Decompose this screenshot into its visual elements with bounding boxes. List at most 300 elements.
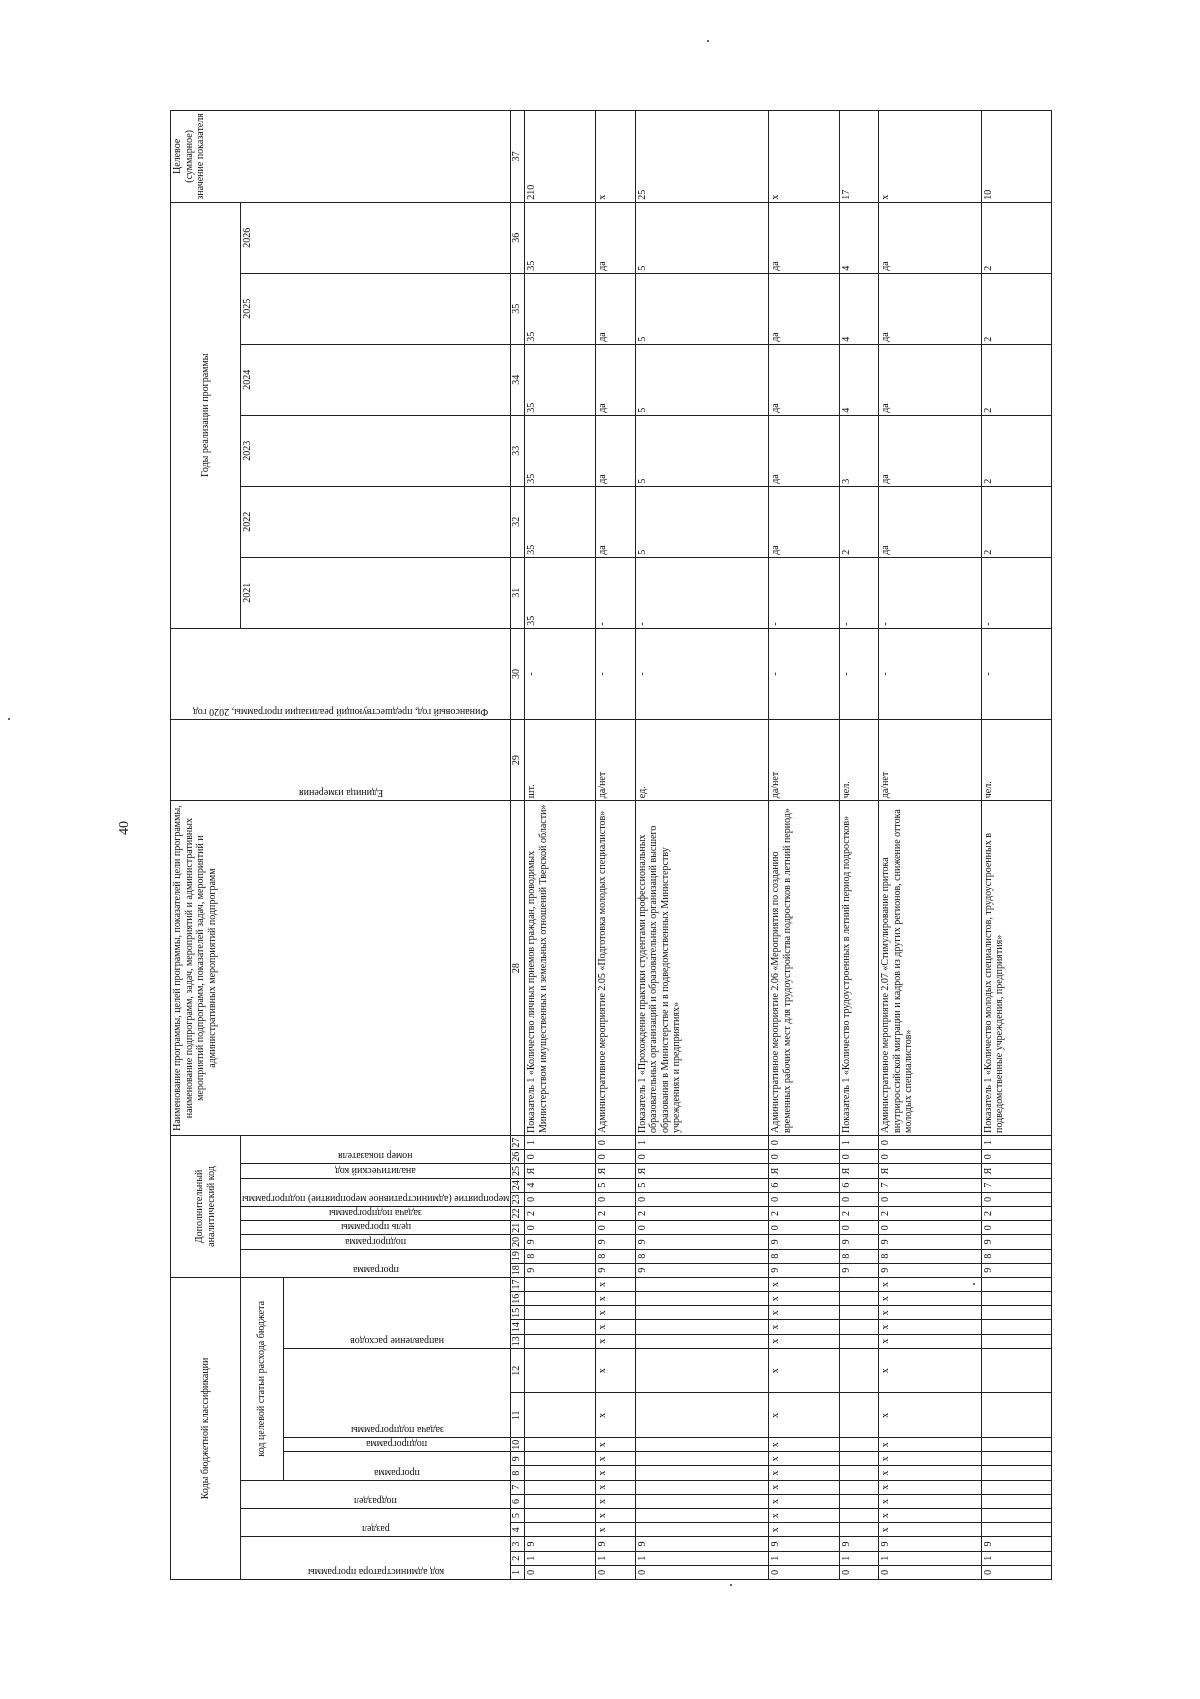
budget-code-cell <box>525 1320 596 1334</box>
add-code-cell: 2 <box>635 1206 768 1220</box>
budget-code-cell: x <box>769 1438 840 1452</box>
year-value: 5 <box>635 415 768 486</box>
add-code-cell: 0 <box>981 1150 1052 1164</box>
year-2026: 2026 <box>241 202 511 273</box>
budget-code-cell: x <box>596 1466 635 1480</box>
budget-code-cell: x <box>879 1306 981 1320</box>
add-code-cell: 9 <box>879 1263 981 1277</box>
add-code-cell: 1 <box>839 1135 878 1149</box>
add-code-cell: 9 <box>525 1235 596 1249</box>
budget-code-cell <box>635 1494 768 1508</box>
add-code-cell: 0 <box>839 1150 878 1164</box>
column-number: 21 <box>511 1221 525 1235</box>
column-number: 1 <box>511 1565 525 1579</box>
budget-code-cell <box>635 1466 768 1480</box>
add-code-cell: 0 <box>769 1135 840 1149</box>
unit-cell: шт. <box>525 720 596 801</box>
budget-code-cell: x <box>769 1494 840 1508</box>
add-code-cell: 9 <box>981 1235 1052 1249</box>
subprogram-task-header: задача подпрограммы <box>283 1348 511 1437</box>
year-value: 35 <box>525 557 596 628</box>
budget-code-cell <box>839 1320 878 1334</box>
budget-code-cell <box>981 1494 1052 1508</box>
budget-code-cell: x <box>769 1306 840 1320</box>
budget-code-cell: x <box>879 1393 981 1438</box>
table-row <box>769 111 840 1580</box>
year-2022: 2022 <box>241 486 511 557</box>
add-code-cell: 0 <box>635 1150 768 1164</box>
budget-code-cell <box>839 1292 878 1306</box>
column-numbers-row <box>511 111 525 1580</box>
budget-code-cell <box>525 1523 596 1537</box>
budget-code-cell: x <box>596 1523 635 1537</box>
indicator-table <box>170 110 1052 1580</box>
razdel-header: раздел <box>241 1509 511 1537</box>
add-code-cell: 0 <box>879 1221 981 1235</box>
indicator-number-header: номер показателя <box>241 1135 511 1163</box>
add-code-cell: 0 <box>596 1192 635 1206</box>
year-value: да <box>879 486 981 557</box>
budget-code-cell: x <box>879 1509 981 1523</box>
budget-code-cell: x <box>596 1334 635 1348</box>
column-number: 36 <box>511 202 525 273</box>
add-code-cell: 0 <box>981 1221 1052 1235</box>
add-code-cell: 9 <box>635 1263 768 1277</box>
admin-code-cell: 1 <box>839 1551 878 1565</box>
table-row <box>525 111 596 1580</box>
add-code-cell: 6 <box>769 1178 840 1192</box>
budget-code-cell: x <box>769 1509 840 1523</box>
year-value: да <box>769 202 840 273</box>
budget-code-cell <box>525 1494 596 1508</box>
indicator-name: Показатель 1 «Количество трудоустроенных в летний период подростков» <box>839 801 878 1136</box>
column-number: 26 <box>511 1150 525 1164</box>
budget-code-cell: x <box>879 1348 981 1393</box>
year-value: 35 <box>525 415 596 486</box>
budget-code-cell <box>635 1348 768 1393</box>
budget-code-cell <box>981 1509 1052 1523</box>
column-number: 31 <box>511 557 525 628</box>
year-value: 4 <box>839 344 878 415</box>
add-code-cell: 2 <box>525 1206 596 1220</box>
scan-speck <box>730 1584 732 1586</box>
indicator-name: Показатель 1 «Количество молодых специалистов, трудоустроенных в подведомственные учреждения, предприятия» <box>981 801 1052 1136</box>
admin-code-cell: 9 <box>635 1537 768 1551</box>
column-number: 3 <box>511 1537 525 1551</box>
column-number: 17 <box>511 1277 525 1291</box>
column-number: 30 <box>511 628 525 719</box>
budget-code-cell <box>635 1306 768 1320</box>
year-value: - <box>839 557 878 628</box>
add-code-cell: 9 <box>981 1263 1052 1277</box>
budget-code-cell <box>635 1523 768 1537</box>
column-number: 10 <box>511 1438 525 1452</box>
admin-code-cell: 0 <box>769 1565 840 1579</box>
indicator-table-container <box>170 110 1006 1580</box>
add-subprogram-header: подпрограмма <box>241 1235 511 1249</box>
fin-year-cell: - <box>596 628 635 719</box>
table-row <box>635 111 768 1580</box>
year-value: да <box>769 415 840 486</box>
add-code-cell: Я <box>635 1164 768 1178</box>
indicator-name: Административное мероприятие 2.06 «Мероприятия по созданию временных рабочих мест для трудоустройства подростков в летний период» <box>769 801 840 1136</box>
year-value: да <box>596 415 635 486</box>
page-number: 40 <box>117 821 132 835</box>
unit-cell: ед. <box>635 720 768 801</box>
admin-code-cell: 0 <box>839 1565 878 1579</box>
target-header: Целевое (суммарное) значение показателя <box>171 111 511 203</box>
column-number: 15 <box>511 1306 525 1320</box>
name-header: Наименование программы, целей программы, показателей цели программы, наименование подпрограмм, задач, мероприятий и административных мероприятий подпрограмм, показателей задач, мероприятий и административных мероприятий подпрограмм <box>171 801 511 1136</box>
budget-code-cell <box>635 1509 768 1523</box>
budget-code-cell <box>981 1480 1052 1494</box>
add-code-cell: 9 <box>839 1235 878 1249</box>
budget-code-cell: x <box>769 1393 840 1438</box>
budget-code-cell <box>635 1480 768 1494</box>
fin-year-header: Финансовый год, предшествующий реализации программы, 2020 год <box>171 628 511 719</box>
add-code-cell: Я <box>596 1164 635 1178</box>
add-code-cell: 9 <box>839 1263 878 1277</box>
year-value: да <box>769 486 840 557</box>
budget-code-cell: x <box>596 1348 635 1393</box>
fin-year-cell: - <box>879 628 981 719</box>
budget-code-cell: x <box>879 1480 981 1494</box>
column-number: 29 <box>511 720 525 801</box>
add-code-cell: Я <box>981 1164 1052 1178</box>
year-value: - <box>981 557 1052 628</box>
admin-code-cell: 1 <box>596 1551 635 1565</box>
add-code-cell: 0 <box>879 1135 981 1149</box>
scan-speck <box>973 1283 975 1285</box>
admin-code-cell: 9 <box>839 1537 878 1551</box>
admin-code-cell: 0 <box>981 1565 1052 1579</box>
budget-code-cell <box>981 1523 1052 1537</box>
admin-code-cell: 9 <box>981 1537 1052 1551</box>
scan-speck <box>707 40 709 42</box>
admin-code-cell: 9 <box>525 1537 596 1551</box>
budget-code-cell: x <box>769 1523 840 1537</box>
year-value: да <box>596 344 635 415</box>
budget-code-cell: x <box>596 1306 635 1320</box>
column-number: 24 <box>511 1178 525 1192</box>
budget-code-cell <box>981 1393 1052 1438</box>
column-number: 5 <box>511 1509 525 1523</box>
target-article-header: код целевой статьи расхода бюджета <box>241 1277 284 1480</box>
add-code-cell: 2 <box>596 1206 635 1220</box>
budget-code-cell: x <box>879 1320 981 1334</box>
program-header: программа <box>283 1452 511 1480</box>
column-number: 28 <box>511 801 525 1136</box>
column-number: 23 <box>511 1192 525 1206</box>
budget-code-cell: x <box>596 1277 635 1291</box>
target-value: x <box>596 111 635 203</box>
sub-task-header: задача подпрограммы <box>241 1206 511 1220</box>
column-number: 18 <box>511 1263 525 1277</box>
budget-code-cell: x <box>879 1523 981 1537</box>
table-row <box>879 111 981 1580</box>
budget-code-cell <box>635 1334 768 1348</box>
column-number: 7 <box>511 1480 525 1494</box>
add-code-cell: 8 <box>525 1249 596 1263</box>
budget-code-cell <box>635 1277 768 1291</box>
column-number: 4 <box>511 1523 525 1537</box>
column-number: 20 <box>511 1235 525 1249</box>
year-value: 5 <box>635 486 768 557</box>
add-code-cell: 0 <box>596 1135 635 1149</box>
budget-code-cell <box>525 1466 596 1480</box>
admin-code-cell: 1 <box>525 1551 596 1565</box>
column-number: 2 <box>511 1551 525 1565</box>
year-value: 2 <box>981 273 1052 344</box>
budget-code-cell: x <box>596 1494 635 1508</box>
indicator-name: Административное мероприятие 2.05 «Подготовка молодых специалистов» <box>596 801 635 1136</box>
column-number: 16 <box>511 1292 525 1306</box>
add-code-cell: 5 <box>635 1178 768 1192</box>
column-number: 37 <box>511 111 525 203</box>
budget-code-cell <box>635 1438 768 1452</box>
add-code-header: Дополнительный аналитический код <box>171 1135 241 1277</box>
admin-code-cell: 0 <box>879 1565 981 1579</box>
unit-cell: да/нет <box>596 720 635 801</box>
add-code-cell: 1 <box>525 1135 596 1149</box>
budget-code-cell: x <box>769 1277 840 1291</box>
add-code-cell: 6 <box>839 1178 878 1192</box>
unit-header: Единица измерения <box>171 720 511 801</box>
year-value: 35 <box>525 273 596 344</box>
fin-year-cell: - <box>839 628 878 719</box>
budget-code-cell: x <box>879 1277 981 1291</box>
target-value: x <box>769 111 840 203</box>
add-code-cell: 8 <box>879 1249 981 1263</box>
budget-code-cell <box>839 1277 878 1291</box>
budget-code-cell: x <box>769 1320 840 1334</box>
budget-code-cell <box>525 1452 596 1466</box>
target-value: x <box>879 111 981 203</box>
add-code-cell: 0 <box>635 1192 768 1206</box>
budget-code-cell <box>525 1393 596 1438</box>
column-number: 19 <box>511 1249 525 1263</box>
budget-code-cell <box>981 1438 1052 1452</box>
budget-code-cell <box>635 1452 768 1466</box>
budget-code-cell <box>981 1466 1052 1480</box>
budget-code-cell <box>981 1348 1052 1393</box>
column-number: 8 <box>511 1466 525 1480</box>
add-code-cell: 9 <box>769 1263 840 1277</box>
fin-year-cell: - <box>635 628 768 719</box>
add-program-header: программа <box>241 1249 511 1277</box>
program-goal-header: цель программы <box>241 1221 511 1235</box>
add-code-cell: 0 <box>596 1221 635 1235</box>
year-value: - <box>879 557 981 628</box>
add-code-cell: 0 <box>596 1150 635 1164</box>
budget-code-cell: x <box>879 1438 981 1452</box>
budget-code-cell: x <box>596 1509 635 1523</box>
admin-code-cell: 0 <box>596 1565 635 1579</box>
budget-code-cell <box>981 1320 1052 1334</box>
budget-code-cell: x <box>769 1292 840 1306</box>
add-code-cell: 0 <box>525 1221 596 1235</box>
add-code-cell: 0 <box>981 1192 1052 1206</box>
add-code-cell: 8 <box>596 1249 635 1263</box>
budget-code-cell <box>839 1509 878 1523</box>
target-value: 10 <box>981 111 1052 203</box>
subprogram-header: подпрограмма <box>283 1438 511 1452</box>
add-code-cell: Я <box>525 1164 596 1178</box>
add-code-cell: 5 <box>596 1178 635 1192</box>
add-code-cell: Я <box>879 1164 981 1178</box>
budget-code-cell <box>981 1277 1052 1291</box>
budget-code-cell <box>839 1348 878 1393</box>
add-code-cell: 9 <box>635 1235 768 1249</box>
add-code-cell: 8 <box>981 1249 1052 1263</box>
add-code-cell: 0 <box>839 1192 878 1206</box>
budget-code-cell <box>635 1292 768 1306</box>
budget-code-cell <box>525 1509 596 1523</box>
unit-cell: да/нет <box>769 720 840 801</box>
table-row <box>839 111 878 1580</box>
add-code-cell: 2 <box>981 1206 1052 1220</box>
add-code-cell: 7 <box>981 1178 1052 1192</box>
admin-code-cell: 1 <box>635 1551 768 1565</box>
add-code-cell: 9 <box>525 1263 596 1277</box>
budget-code-cell: x <box>769 1348 840 1393</box>
budget-code-cell: x <box>769 1334 840 1348</box>
add-code-cell: 2 <box>839 1206 878 1220</box>
budget-code-cell <box>525 1306 596 1320</box>
fin-year-cell: - <box>525 628 596 719</box>
budget-code-cell <box>839 1494 878 1508</box>
budget-code-cell <box>525 1277 596 1291</box>
admin-code-cell: 0 <box>525 1565 596 1579</box>
admin-code-cell: 9 <box>596 1537 635 1551</box>
target-value: 210 <box>525 111 596 203</box>
add-code-cell: 0 <box>879 1192 981 1206</box>
year-value: да <box>879 202 981 273</box>
budget-code-cell: x <box>596 1438 635 1452</box>
add-code-cell: 4 <box>525 1178 596 1192</box>
budget-code-cell <box>839 1306 878 1320</box>
budget-codes-header: Коды бюджетной классификации <box>171 1277 241 1579</box>
add-code-cell: Я <box>839 1164 878 1178</box>
column-number: 14 <box>511 1320 525 1334</box>
fin-year-cell: - <box>769 628 840 719</box>
activity-header: мероприятие (административное мероприятие) подпрограммы <box>241 1178 511 1206</box>
year-2024: 2024 <box>241 344 511 415</box>
add-code-cell: 0 <box>635 1221 768 1235</box>
year-value: 4 <box>839 202 878 273</box>
column-number: 34 <box>511 344 525 415</box>
year-value: 2 <box>981 202 1052 273</box>
budget-code-cell <box>981 1452 1052 1466</box>
budget-code-cell <box>839 1480 878 1494</box>
indicator-name: Показатель 1 «Прохождение практики студентами профессиональных образовательных организаций и образовательных организаций высшего образования в Министерстве и в подведомственных Министерству учреждениях и предприятиях» <box>635 801 768 1136</box>
add-code-cell: 2 <box>879 1206 981 1220</box>
column-number: 32 <box>511 486 525 557</box>
budget-code-cell: x <box>769 1480 840 1494</box>
admin-code-cell: 9 <box>769 1537 840 1551</box>
year-value: 2 <box>981 344 1052 415</box>
budget-code-cell <box>839 1334 878 1348</box>
budget-code-cell <box>981 1306 1052 1320</box>
add-code-cell: 8 <box>635 1249 768 1263</box>
year-value: да <box>596 486 635 557</box>
admin-code-cell: 1 <box>769 1551 840 1565</box>
podrazdel-header: подраздел <box>241 1480 511 1508</box>
column-number: 13 <box>511 1334 525 1348</box>
admin-code-header: код администратора программы <box>241 1537 511 1580</box>
add-code-cell: 9 <box>769 1235 840 1249</box>
budget-code-cell <box>981 1292 1052 1306</box>
budget-code-cell: x <box>879 1334 981 1348</box>
unit-cell: чел. <box>839 720 878 801</box>
year-value: 5 <box>635 273 768 344</box>
add-code-cell: 8 <box>769 1249 840 1263</box>
budget-code-cell: x <box>879 1494 981 1508</box>
budget-code-cell <box>839 1438 878 1452</box>
target-value: 25 <box>635 111 768 203</box>
add-code-cell: 2 <box>769 1206 840 1220</box>
year-value: - <box>769 557 840 628</box>
add-code-cell: 0 <box>839 1221 878 1235</box>
budget-code-cell <box>981 1334 1052 1348</box>
budget-code-cell: x <box>879 1292 981 1306</box>
budget-code-cell <box>839 1523 878 1537</box>
expense-direction-header: направление расходов <box>283 1277 511 1348</box>
years-header: Годы реализации программы <box>171 202 241 628</box>
budget-code-cell: x <box>596 1292 635 1306</box>
column-number: 6 <box>511 1494 525 1508</box>
year-value: 4 <box>839 273 878 344</box>
year-value: 5 <box>635 344 768 415</box>
budget-code-cell: x <box>596 1320 635 1334</box>
budget-code-cell <box>839 1393 878 1438</box>
add-code-cell: 9 <box>596 1263 635 1277</box>
year-value: 5 <box>635 202 768 273</box>
unit-cell: чел. <box>981 720 1052 801</box>
add-code-cell: 9 <box>596 1235 635 1249</box>
add-code-cell: 0 <box>769 1192 840 1206</box>
add-code-cell: 1 <box>981 1135 1052 1149</box>
analytic-code-header: аналитический код <box>241 1164 511 1178</box>
indicator-name: Показатель 1 «Количество личных приемов граждан, проводимых Министерством имущественных и земельных отношений Тверской области» <box>525 801 596 1136</box>
add-code-cell: 0 <box>525 1150 596 1164</box>
year-value: 3 <box>839 415 878 486</box>
budget-code-cell <box>839 1466 878 1480</box>
column-number: 27 <box>511 1135 525 1149</box>
year-value: - <box>635 557 768 628</box>
admin-code-cell: 1 <box>879 1551 981 1565</box>
year-value: 35 <box>525 486 596 557</box>
column-number: 25 <box>511 1164 525 1178</box>
budget-code-cell: x <box>596 1393 635 1438</box>
add-code-cell: 0 <box>769 1221 840 1235</box>
add-code-cell: 1 <box>635 1135 768 1149</box>
add-code-cell: 7 <box>879 1178 981 1192</box>
add-code-cell: Я <box>769 1164 840 1178</box>
target-value: 17 <box>839 111 878 203</box>
year-value: 35 <box>525 202 596 273</box>
year-value: да <box>769 344 840 415</box>
table-row <box>596 111 635 1580</box>
column-number: 11 <box>511 1393 525 1438</box>
add-code-cell: 0 <box>879 1150 981 1164</box>
admin-code-cell: 0 <box>635 1565 768 1579</box>
add-code-cell: 0 <box>769 1150 840 1164</box>
admin-code-cell: 1 <box>981 1551 1052 1565</box>
table-row <box>981 111 1052 1580</box>
year-value: 2 <box>981 486 1052 557</box>
year-value: да <box>879 273 981 344</box>
